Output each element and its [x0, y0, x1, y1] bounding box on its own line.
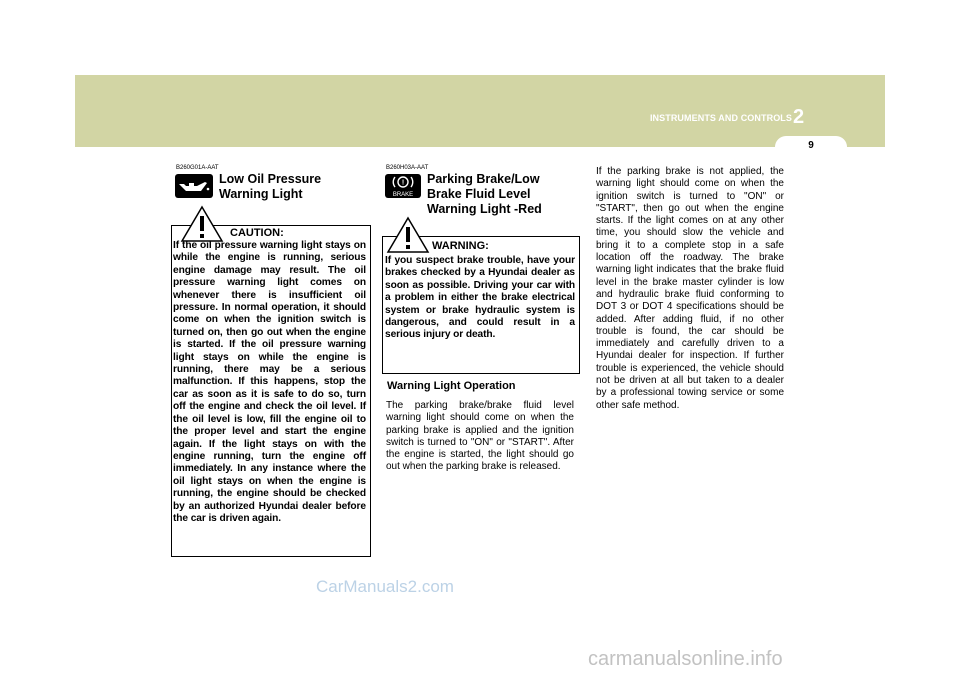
- caution-title: CAUTION:: [230, 227, 284, 239]
- parking-brake-icon: [385, 174, 421, 198]
- page-number: 9: [808, 140, 814, 151]
- middle-heading: Parking Brake/Low Brake Fluid Level Warning Light -Red: [427, 172, 542, 216]
- caution-text: If the oil pressure warning light stays on while the engine is running, serious engine damage may result. The oil pressure warning light comes on whenever there is insufficient oil pressure. In normal operation, it should come on when the ignition switch is turned on, then go out when the engine is started. If the oil pressure warning light stays on while the engine is running, there may be a serious malfunction. If this happens, stop the car as soon as it is safe to do so, turn off the engine and check the oil level. If the oil level is low, fill the engine oil to the proper level and start the engine again. If the light stays on with the engine running, turn the engine off immediately. In any instance where the oil light stays on when the engine is running, the engine should be checked by an authorized Hyundai dealer before the car is driven again.: [173, 240, 366, 524]
- section-number: 2: [793, 106, 805, 128]
- watermark-carmanuals2: CarManuals2.com: [316, 577, 454, 596]
- section-title: INSTRUMENTS AND CONTROLS: [649, 113, 792, 123]
- warning-light-operation-heading: Warning Light Operation: [387, 380, 516, 392]
- right-body-text: If the parking brake is not applied, the warning light should come on when the ignition switch is turned to "ON" or "START", then go out when the engine starts. If the light comes on at any other time, you should slow the vehicle and bring it to a complete stop in a safe location off the roadway. The brake warning light indicates that the brake fluid level in the brake master cylinder is low and hydraulic brake fluid conforming to DOT 3 or DOT 4 specifications should be added. After adding fluid, if no other trouble is found, the car should be immediately and carefully driven to a Hyundai dealer for inspection. If further trouble is experienced, the vehicle should not be driven at all but taken to a dealer by a professional towing service or some other safe method.: [596, 166, 784, 411]
- warning-title: WARNING:: [432, 240, 489, 252]
- middle-body-text: The parking brake/brake fluid level warning light should come on when the parking brake is applied and the ignition switch is turned to "ON" or "START". After the engine is started, the light should go out when the parking brake is released.: [386, 400, 574, 473]
- oil-can-icon: [175, 174, 213, 198]
- middle-code: B260H03A-AAT: [386, 165, 429, 171]
- watermark-carmanualsonline: carmanualsonline.info: [588, 648, 783, 670]
- warning-triangle-icon: [386, 216, 430, 259]
- left-heading: Low Oil Pressure Warning Light: [219, 172, 322, 201]
- svg-text:!: !: [401, 179, 405, 187]
- brake-icon-label: BRAKE: [392, 192, 414, 198]
- left-code: B260G01A-AAT: [176, 165, 219, 171]
- header-band: [75, 75, 885, 147]
- warning-text: If you suspect brake trouble, have your brakes checked by a Hyundai dealer as soon as possible. Driving your car with a problem in either the brake electrical system or brake hydraulic system is dangerous, and could result in a serious injury or death.: [385, 255, 575, 341]
- page-tab: [775, 136, 847, 158]
